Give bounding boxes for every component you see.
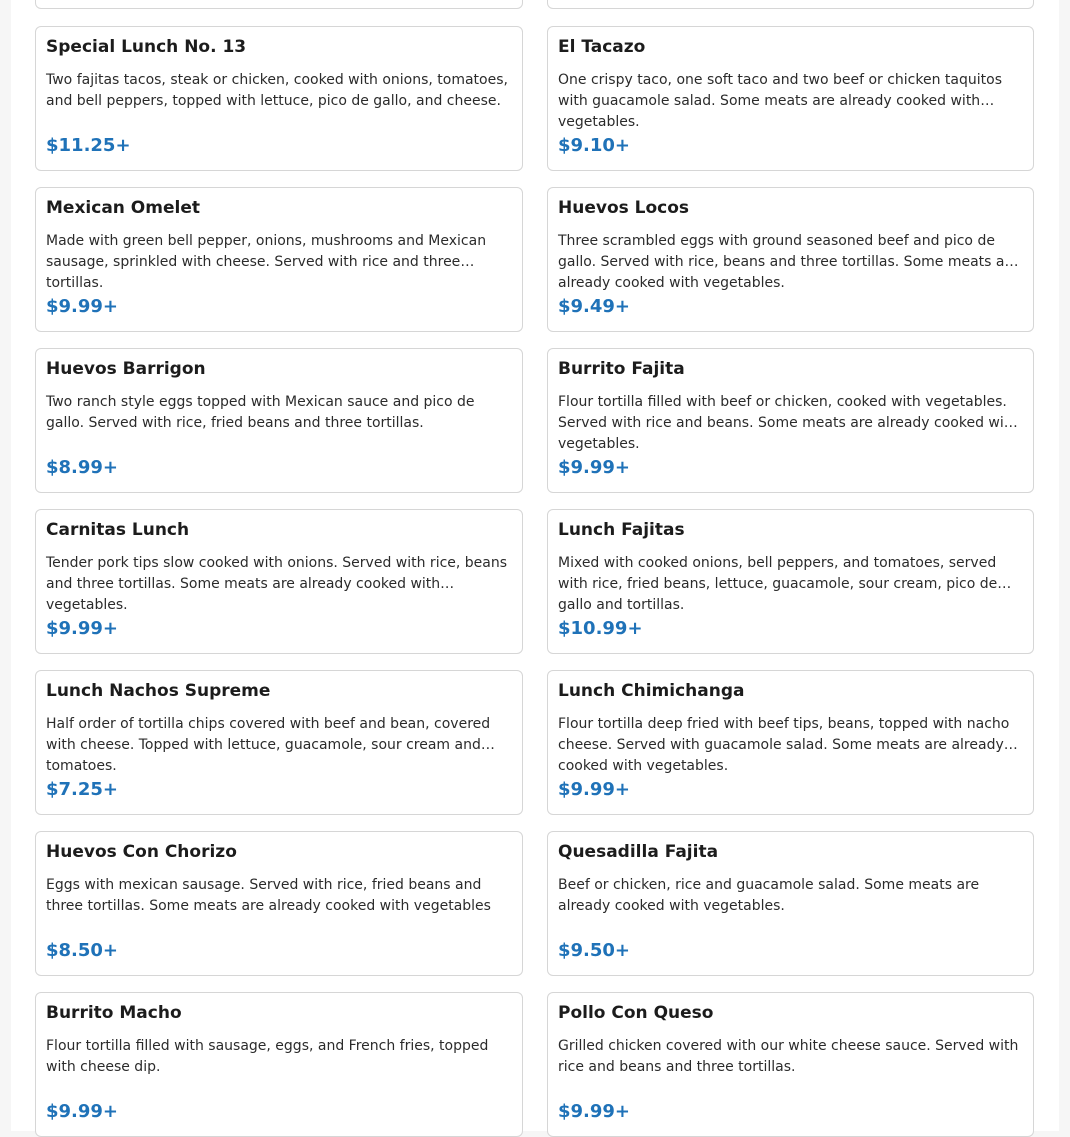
menu-item-name: Lunch Chimichanga [558, 681, 745, 701]
menu-item-description: Eggs with mexican sausage. Served with rice, fried beans and three tortillas. Some meats are already cooked with vegetables [46, 877, 491, 914]
menu-item-description: Mixed with cooked onions, bell peppers, and tomatoes, served with rice, fried beans, lettuce, guacamole, sour cream, pico de gallo and tortillas. [558, 555, 998, 613]
menu-item-card[interactable] [547, 509, 1034, 654]
menu-page [11, 0, 1059, 1131]
menu-item-price: $10.99+ [558, 618, 643, 639]
menu-item-card-partial[interactable] [547, 0, 1034, 9]
menu-item-name: Lunch Fajitas [558, 520, 685, 540]
menu-item-name: Huevos Locos [558, 198, 690, 218]
menu-item-description: Half order of tortilla chips covered with beef and bean, covered with cheese. Topped with lettuce, guacamole, sour cream and tomatoes. [46, 716, 491, 774]
menu-item-description: Grilled chicken covered with our white cheese sauce. Served with rice and beans and three tortillas. [558, 1038, 1019, 1075]
menu-items-grid [35, 26, 1034, 1137]
menu-item-name: Huevos Barrigon [46, 359, 206, 379]
menu-item-name: Carnitas Lunch [46, 520, 190, 540]
menu-item-price: $9.99+ [46, 618, 119, 639]
menu-item-description: Flour tortilla filled with sausage, eggs, and French fries, topped with cheese dip. [46, 1038, 489, 1075]
menu-item-description: Flour tortilla filled with beef or chicken, cooked with vegetables. Served with rice and beans. Some meats are already cooked with vegetables. [558, 394, 1019, 452]
menu-item-card[interactable] [547, 831, 1034, 976]
menu-item-card[interactable] [547, 187, 1034, 332]
menu-item-card[interactable] [547, 26, 1034, 171]
menu-item-card[interactable] [35, 348, 523, 493]
menu-item-name: Burrito Fajita [558, 359, 685, 379]
menu-item-price: $9.10+ [558, 135, 631, 156]
menu-item-description: Tender pork tips slow cooked with onions. Served with rice, beans and three tortillas. Some meats are already cooked with vegetables. [46, 555, 508, 613]
menu-item-price: $9.99+ [558, 1101, 631, 1122]
menu-item-name: Special Lunch No. 13 [46, 37, 247, 57]
menu-item-price: $8.50+ [46, 940, 119, 961]
menu-item-card[interactable] [547, 670, 1034, 815]
menu-item-price: $9.99+ [558, 779, 631, 800]
menu-item-name: Quesadilla Fajita [558, 842, 719, 862]
menu-item-description: One crispy taco, one soft taco and two beef or chicken taquitos with guacamole salad. Some meats are already cooked with vegetables. [558, 72, 1002, 130]
menu-item-card-partial[interactable] [35, 0, 523, 9]
menu-item-card[interactable] [35, 992, 523, 1137]
menu-item-price: $9.99+ [558, 457, 631, 478]
menu-item-name: Huevos Con Chorizo [46, 842, 237, 862]
menu-item-name: Lunch Nachos Supreme [46, 681, 271, 701]
menu-item-description: Beef or chicken, rice and guacamole salad. Some meats are already cooked with vegetables. [558, 877, 980, 914]
menu-item-price: $9.99+ [46, 296, 119, 317]
menu-item-name: Pollo Con Queso [558, 1003, 714, 1023]
menu-item-card[interactable] [35, 509, 523, 654]
menu-item-card[interactable] [35, 831, 523, 976]
menu-item-card[interactable] [35, 670, 523, 815]
menu-item-description: Flour tortilla deep fried with beef tips, beans, topped with nacho cheese. Served with guacamole salad. Some meats are already cooked with vegetables. [558, 716, 1010, 774]
menu-item-price: $8.99+ [46, 457, 119, 478]
menu-item-price: $9.50+ [558, 940, 631, 961]
menu-item-card[interactable] [547, 348, 1034, 493]
menu-item-description: Two fajitas tacos, steak or chicken, cooked with onions, tomatoes, and bell peppers, topped with lettuce, pico de gallo, and cheese. [46, 72, 508, 109]
menu-item-price: $9.99+ [46, 1101, 119, 1122]
menu-item-price: $7.25+ [46, 779, 119, 800]
menu-item-card[interactable] [547, 992, 1034, 1137]
menu-item-price: $9.49+ [558, 296, 631, 317]
menu-item-card[interactable] [35, 26, 523, 171]
menu-item-card[interactable] [35, 187, 523, 332]
menu-item-price: $11.25+ [46, 135, 131, 156]
menu-item-name: Burrito Macho [46, 1003, 182, 1023]
menu-item-description: Made with green bell pepper, onions, mushrooms and Mexican sausage, sprinkled with cheese. Served with rice and three tortillas. [46, 233, 487, 291]
menu-item-name: Mexican Omelet [46, 198, 200, 218]
menu-item-description: Three scrambled eggs with ground seasoned beef and pico de gallo. Served with rice, beans and three tortillas. Some meats are already cooked with vegetables. [558, 233, 1019, 291]
menu-item-name: El Tacazo [558, 37, 646, 57]
menu-item-description: Two ranch style eggs topped with Mexican sauce and pico de gallo. Served with rice, fried beans and three tortillas. [46, 394, 475, 431]
